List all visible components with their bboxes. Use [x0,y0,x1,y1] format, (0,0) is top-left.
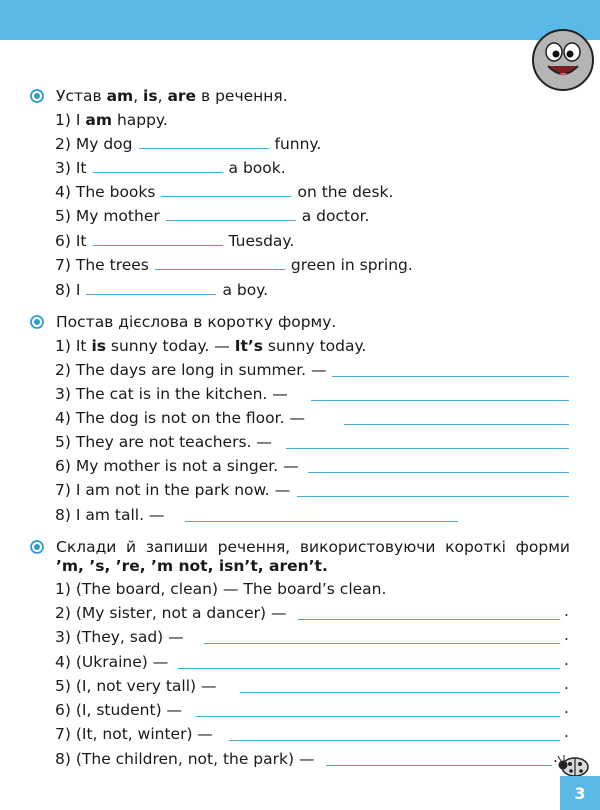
circle-bullet-icon [30,89,44,103]
task2-item-7: 7) I am not in the park now. — [55,481,291,499]
task3-item-2: 2) (My sister, not a dancer) — [55,604,287,622]
task1-item-3: 3) It a book. [55,159,286,177]
task3-item-7: 7) (It, not, winter) — [55,725,213,743]
answer-line[interactable] [297,496,569,497]
sentence-end: . [564,675,569,693]
answer-blank[interactable] [161,182,291,197]
task2-example: 1) It is sunny today. — It’s sunny today. [55,337,367,355]
task3-item-3: 3) (They, sad) — [55,628,184,646]
smiley-ball-icon [530,28,596,92]
sentence-end: . [564,651,569,669]
task3-heading-line1: Склади й запиши речення, використовуючи короткі форми [56,538,570,556]
answer-blank[interactable] [139,134,269,149]
sentence-end: . [564,626,569,644]
task1-item-1: 1) I am happy. [55,111,168,129]
answer-line[interactable] [344,424,569,425]
circle-bullet-icon [30,315,44,329]
ladybug-icon [557,753,591,777]
answer-line[interactable] [308,472,569,473]
task2-heading: Постав дієслова в коротку форму. [56,313,337,331]
task1-item-5: 5) My mother a doctor. [55,207,370,225]
task3-item-5: 5) (I, not very tall) — [55,677,217,695]
answer-line[interactable] [240,692,560,693]
sentence-end: . [553,748,558,766]
answer-line[interactable] [229,740,560,741]
task1-item-6: 6) It Tuesday. [55,232,295,250]
task3-item-4: 4) (Ukraine) — [55,653,169,671]
answer-blank[interactable] [93,158,223,173]
task3-item-8: 8) (The children, not, the park) — [55,750,315,768]
task1-item-7: 7) The trees green in spring. [55,256,413,274]
circle-bullet-icon [30,540,44,554]
task2-item-4: 4) The dog is not on the floor. — [55,409,305,427]
answer-line[interactable] [311,400,569,401]
sentence-end: . [564,699,569,717]
task1-item-4: 4) The books on the desk. [55,183,394,201]
answer-line[interactable] [204,643,560,644]
answer-blank[interactable] [93,231,223,246]
answer-line[interactable] [298,619,560,620]
task1-heading: Устав am, is, are в речення. [56,87,288,105]
task3-item-6: 6) (I, student) — [55,701,183,719]
task3-heading-line2: ’m, ’s, ’re, ’m not, isn’t, aren’t. [56,557,328,575]
task3-example: 1) (The board, clean) — The board’s clean. [55,580,387,598]
answer-line[interactable] [178,668,560,669]
task1-item-2: 2) My dog funny. [55,135,322,153]
answer-blank[interactable] [166,206,296,221]
task2-item-5: 5) They are not teachers. — [55,433,272,451]
answer-line[interactable] [286,448,569,449]
sentence-end: . [564,602,569,620]
answer-blank[interactable] [155,255,285,270]
task2-item-8: 8) I am tall. — [55,506,165,524]
answer-line[interactable] [326,765,552,766]
task2-item-2: 2) The days are long in summer. — [55,361,327,379]
top-band [0,0,600,40]
answer-line[interactable] [185,521,458,522]
task1-item-8: 8) I a boy. [55,281,269,299]
answer-line[interactable] [332,376,569,377]
answer-line[interactable] [196,716,560,717]
answer-blank[interactable] [86,280,216,295]
task2-item-3: 3) The cat is in the kitchen. — [55,385,288,403]
task2-item-6: 6) My mother is not a singer. — [55,457,299,475]
page-number: 3 [560,776,600,810]
sentence-end: . [564,723,569,741]
